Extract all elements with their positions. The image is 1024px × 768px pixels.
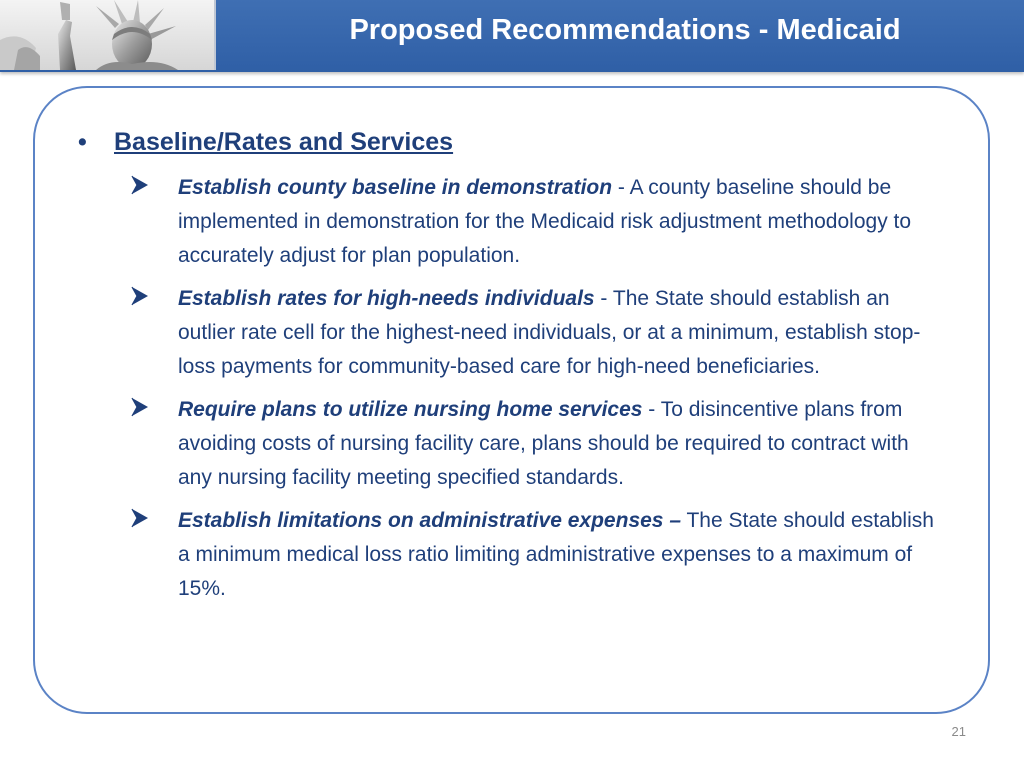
recommendation-list [130, 171, 960, 615]
item-title: Establish county baseline in demonstration [178, 176, 613, 199]
page-number: 21 [951, 724, 966, 739]
statue-of-liberty-icon [0, 0, 214, 70]
section-heading: Baseline/Rates and Services [114, 128, 454, 156]
item-body: The State should establish a minimum medical loss ratio limiting administrative expenses to a maximum of 15%. [178, 509, 934, 600]
list-item [130, 393, 960, 495]
item-title: Establish rates for high-needs individuals [178, 287, 595, 310]
item-title: Establish limitations on administrative expenses – [178, 509, 681, 532]
list-item [130, 171, 960, 273]
bullet-icon: • [78, 128, 87, 156]
list-item [130, 282, 960, 384]
item-body: - To disincentive plans from avoiding costs of nursing facility care, plans should be required to contract with any nursing facility meeting specified standards. [178, 398, 909, 489]
slide-title: Proposed Recommendations - Medicaid [349, 14, 901, 46]
statue-of-liberty-logo [0, 0, 216, 70]
arrow-bullet-icon [130, 173, 152, 197]
arrow-bullet-icon [130, 395, 152, 419]
arrow-bullet-icon [130, 284, 152, 308]
item-body: - A county baseline should be implemented in demonstration for the Medicaid risk adjustment methodology to accurately adjust for plan population. [178, 176, 912, 267]
item-title: Require plans to utilize nursing home services [178, 398, 643, 421]
item-body: - The State should establish an outlier rate cell for the highest-need individuals, or at a minimum, establish stop-loss payments for community-based care for high-need beneficiaries. [178, 287, 921, 378]
arrow-bullet-icon [130, 506, 152, 530]
list-item [130, 504, 960, 606]
